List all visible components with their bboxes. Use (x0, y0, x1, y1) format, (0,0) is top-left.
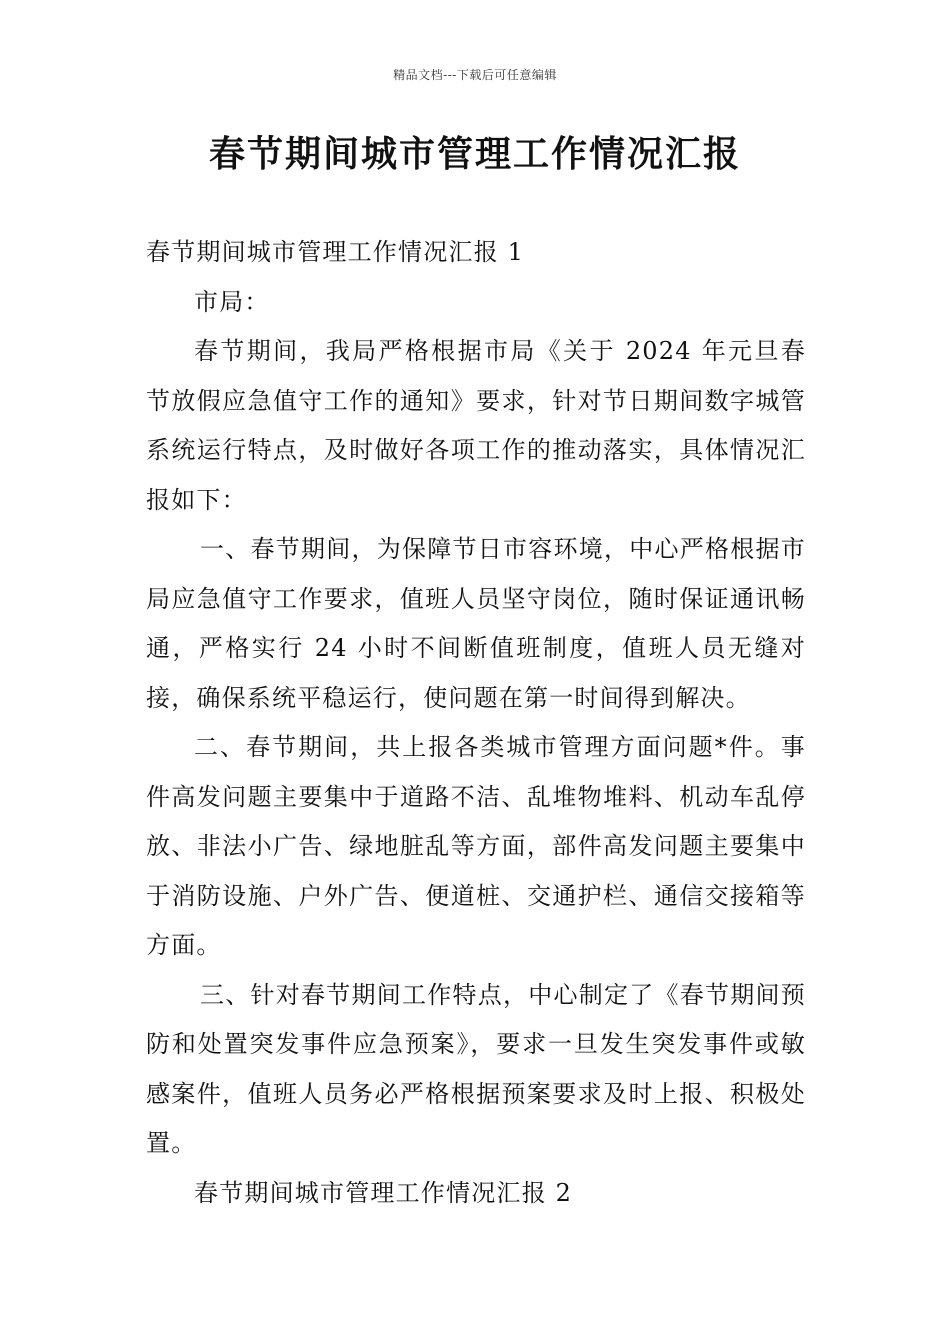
paragraph-intro: 春节期间，我局严格根据市局《关于 2024 年元旦春节放假应急值守工作的通知》要求，针对节日期间数字城管系统运行特点，及时做好各项工作的推动落实，具体情况汇报如下： (146, 337, 806, 514)
subheading-1: 春节期间城市管理工作情况汇报 1 (146, 238, 525, 266)
paragraph-item-1: 一、春节期间，为保障节日市容环境，中心严格根据市局应急值守工作要求，值班人员坚守岗位，随时保证通讯畅通，严格实行 24 小时不间断值班制度，值班人员无缝对接，确保系统平稳运行，使问题在第一时间得到解决。 (146, 535, 806, 712)
paragraph-item-3: 三、针对春节期间工作特点，中心制定了《春节期间预防和处置突发事件应急预案》，要求一旦发生突发事件或敏感案件，值班人员务必严格根据预案要求及时上报、积极处置。 (146, 980, 806, 1157)
header-note: 精品文档---下载后可任意编辑 (393, 68, 557, 82)
document-body (146, 228, 806, 1218)
subheading-2: 春节期间城市管理工作情况汇报 2 (194, 1178, 573, 1207)
page-title: 春节期间城市管理工作情况汇报 (208, 134, 741, 175)
salutation: 市局： (194, 287, 270, 316)
paragraph-item-2: 二、春节期间，共上报各类城市管理方面问题*件。事件高发问题主要集中于道路不洁、乱堆物堆料、机动车乱停放、非法小广告、绿地脏乱等方面，部件高发问题主要集中于消防设施、户外广告、便道桩、交通护栏、通信交接箱等方面。 (146, 733, 806, 959)
